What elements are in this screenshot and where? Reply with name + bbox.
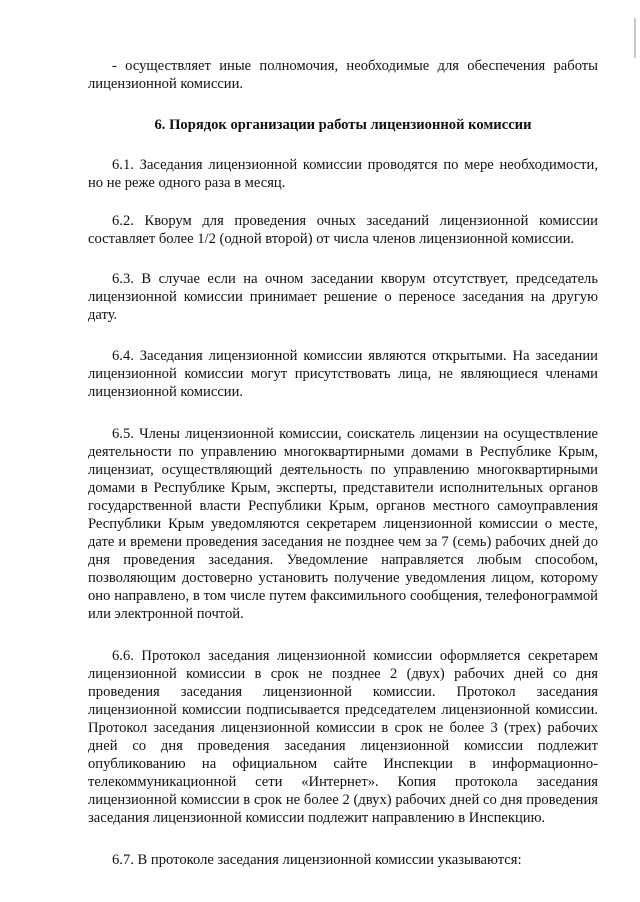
paragraph-6-6: 6.6. Протокол заседания лицензионной комиссии оформляется секретарем лицензионной комиссии в срок не позднее 2 (двух) рабочих дней со дня проведения заседания лицензионной комиссии. Протокол заседания лицензионной комиссии подписывается председателем лицензионной комиссии. Протокол заседания лицензионной комиссии в срок не более 3 (трех) рабочих дней со дня проведения заседания лицензионной комиссии подлежит опубликованию на официальном сайте Инспекции в информационно-телекоммуникационной сети «Интернет». Копия протокола заседания лицензионной комиссии в срок не более 2 (двух) рабочих дней со дня проведения заседания лицензионной комиссии подлежит направлению в Инспекцию. (88, 648, 598, 826)
paragraph-6-7: 6.7. В протоколе заседания лицензионной комиссии указываются: (112, 852, 522, 868)
paragraph-6-2: 6.2. Кворум для проведения очных заседаний лицензионной комиссии составляет более 1/2 (одной второй) от числа членов лицензионной комиссии. (88, 213, 598, 247)
scan-margin-mark (634, 18, 636, 58)
paragraph-6-4: 6.4. Заседания лицензионной комиссии являются открытыми. На заседании лицензионной комиссии могут присутствовать лица, не являющиеся членами лицензионной комиссии. (88, 348, 598, 400)
paragraph-6-3: 6.3. В случае если на очном заседании кворум отсутствует, председатель лицензионной комиссии принимает решение о переносе заседания на другую дату. (88, 271, 598, 323)
paragraph-6-1: 6.1. Заседания лицензионной комиссии проводятся по мере необходимости, но не реже одного раза в месяц. (88, 157, 598, 191)
paragraph-6-5: 6.5. Члены лицензионной комиссии, соискатель лицензии на осуществление деятельности по управлению многоквартирными домами в Республике Крым, лицензиат, осуществляющий деятельность по управлению многоквартирными домами в Республике Крым, эксперты, представители исполнительных органов государственной власти Республики Крым, органов местного самоуправления Республики Крым уведомляются секретарем лицензионной комиссии о месте, дате и времени проведения заседания не позднее чем за 7 (семь) рабочих дней до дня проведения заседания. Уведомление направляется любым способом, позволяющим достоверно установить получение уведомления лицом, которому оно направлено, в том числе путем факсимильного сообщения, телефонограммой или электронной почтой. (88, 426, 598, 622)
intro-paragraph: - осуществляет иные полномочия, необходимые для обеспечения работы лицензионной комиссии. (88, 58, 598, 92)
section-heading: 6. Порядок организации работы лицензионной комиссии (154, 117, 532, 133)
